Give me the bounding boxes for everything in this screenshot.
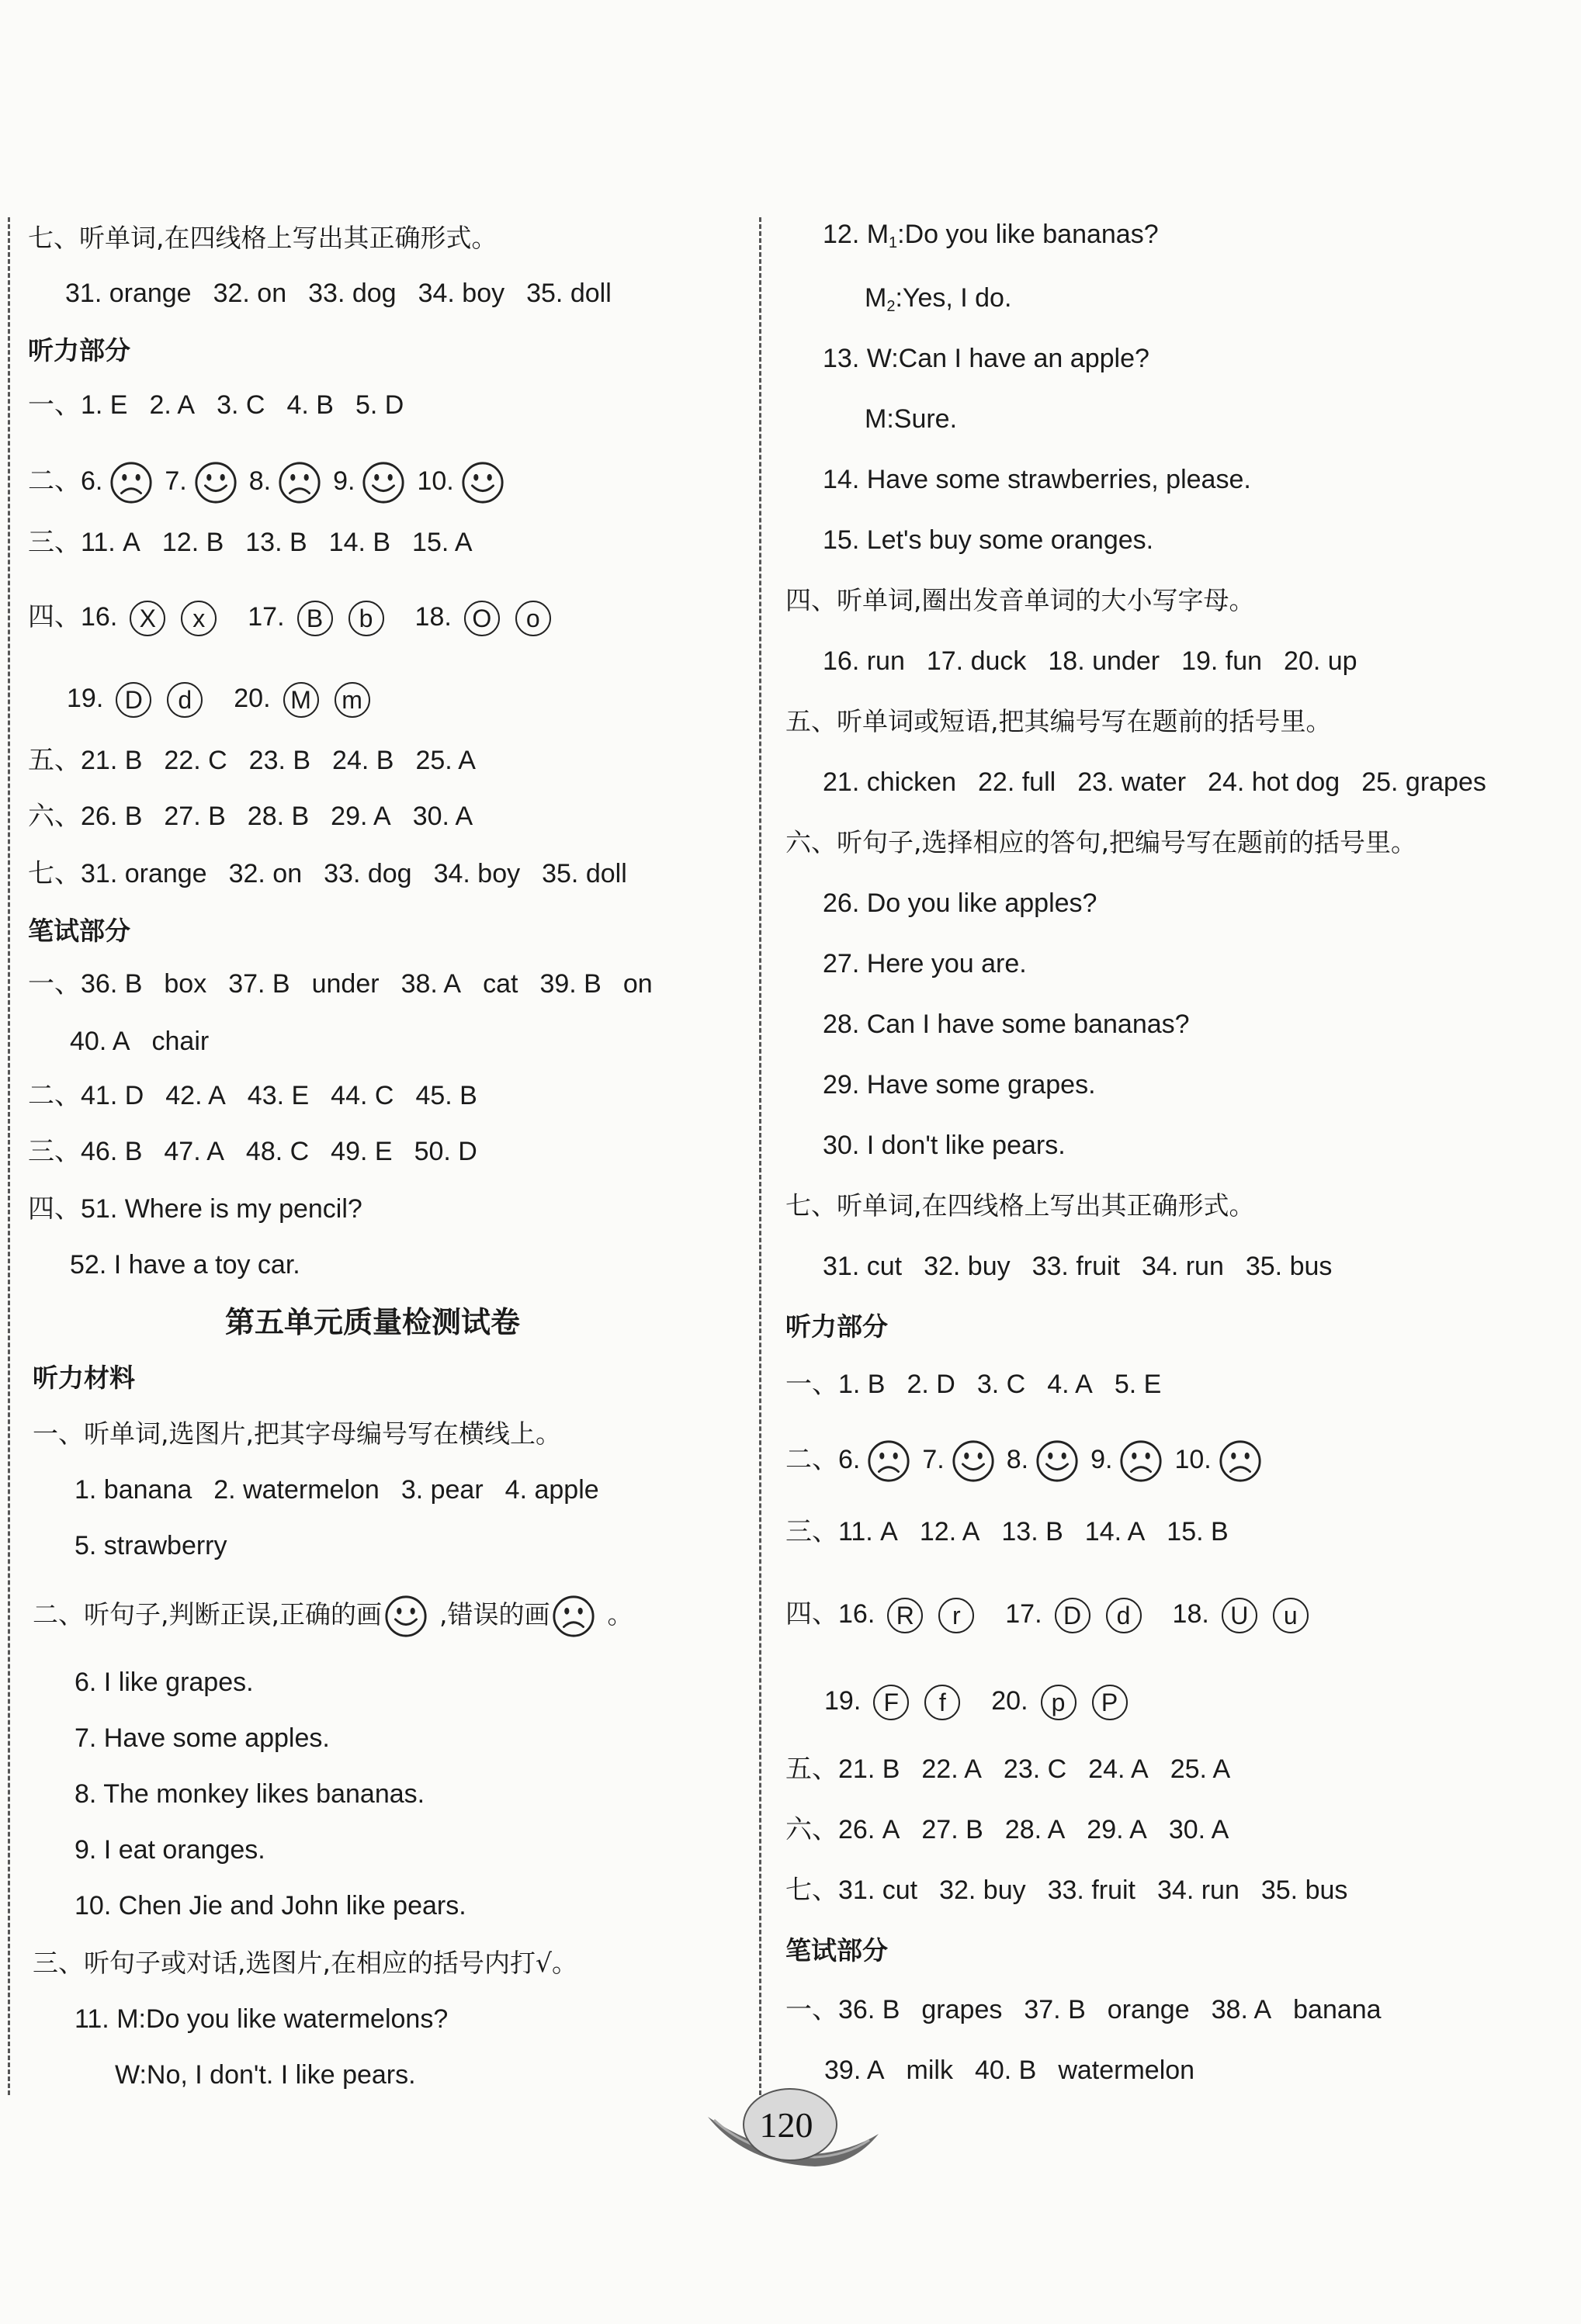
list-item: 38. A: [1211, 1995, 1272, 2024]
sad-face-icon: [109, 460, 154, 505]
list-item: 一、36. B: [28, 969, 143, 999]
list-item: 35. bus: [1260, 1875, 1348, 1905]
list-item: 20. up: [1284, 646, 1357, 676]
list-item: 28. B: [247, 802, 310, 831]
right-line-17: 七、听单词,在四线格上写出其正确形式。: [785, 1190, 1255, 1221]
sad-face-icon: [1118, 1439, 1163, 1484]
list-item: watermelon: [1058, 2056, 1195, 2085]
list-item: 39. A: [824, 2056, 885, 2085]
right-line-13: 27. Here you are.: [823, 949, 1027, 978]
list-item: 35. bus: [1245, 1252, 1333, 1281]
list-item: 一、1. E: [28, 390, 128, 420]
circled-letter: o: [515, 601, 551, 636]
list-item: box: [164, 969, 207, 999]
left-line-2: [65, 275, 633, 312]
list-item: under: [311, 969, 380, 999]
list-item: 25. grapes: [1361, 767, 1486, 797]
left-line-6: [28, 524, 494, 561]
circled-letter: u: [1273, 1598, 1309, 1633]
list-item: 5. D: [355, 390, 404, 420]
right-line-2: [865, 279, 1011, 317]
sad-face-icon: [1218, 1439, 1263, 1484]
list-item: 37. B: [1024, 1995, 1086, 2024]
list-item: 15. A: [412, 528, 473, 557]
circled-letter: d: [1106, 1598, 1142, 1633]
left-line-31: 11. M:Do you like watermelons?: [75, 2004, 449, 2034]
list-item: 32. on: [213, 279, 287, 308]
right-line-1: [823, 216, 1159, 253]
list-item: 35. doll: [542, 859, 627, 888]
happy-face-icon: [361, 460, 406, 505]
left-line-13: [28, 965, 674, 1003]
circled-letter: F: [873, 1685, 909, 1720]
list-item: 18. under: [1048, 646, 1160, 676]
list-item: 38. A: [400, 969, 462, 999]
list-item: 23. water: [1077, 767, 1187, 797]
subscript: 1: [889, 234, 898, 251]
list-item: cat: [483, 969, 518, 999]
right-line-29: [785, 1991, 1403, 2028]
right-line-6: 15. Let's buy some oranges.: [823, 525, 1154, 555]
question-number: 9.: [1090, 1445, 1113, 1474]
right-line-26: [785, 1811, 1250, 1848]
list-item: 47. A: [164, 1137, 224, 1166]
right-line-27: [785, 1872, 1369, 1909]
list-item: 22. C: [164, 746, 227, 775]
right-line-16: 30. I don't like pears.: [823, 1131, 1066, 1160]
right-line-9: 五、听单词或短语,把其编号写在题前的括号里。: [785, 706, 1332, 736]
happy-face-icon: [1035, 1439, 1080, 1484]
list-item: 33. dog: [308, 279, 397, 308]
list-item: 2. watermelon: [213, 1475, 380, 1505]
list-item: 13. B: [1001, 1517, 1063, 1546]
right-line-10: [823, 764, 1508, 801]
question-number: 17.: [1005, 1599, 1042, 1629]
circled-letter: p: [1041, 1685, 1077, 1720]
left-line-1: 七、听单词,在四线格上写出其正确形式。: [28, 223, 498, 253]
right-line-11: 六、听句子,选择相应的答句,把编号写在题前的括号里。: [785, 827, 1416, 857]
circled-letter: R: [887, 1598, 923, 1633]
left-letters-row-2: [67, 675, 401, 722]
question-number: 6.: [81, 466, 103, 496]
list-item: 三、11. A: [785, 1517, 898, 1546]
question-number: 18.: [414, 602, 452, 632]
left-line-9: [28, 742, 498, 779]
left-line-18: 52. I have a toy car.: [70, 1250, 300, 1280]
list-item: 33. dog: [324, 859, 412, 888]
list-item: 45. B: [415, 1081, 477, 1110]
circled-letter: x: [181, 601, 217, 636]
list-item: 21. chicken: [823, 767, 956, 797]
list-item: 12. A: [919, 1517, 980, 1546]
left-line-25: 6. I like grapes.: [75, 1668, 254, 1697]
right-line-7: 四、听单词,圈出发音单词的大小写字母。: [785, 585, 1255, 615]
list-item: 24. A: [1088, 1754, 1149, 1784]
list-item: 14. A: [1084, 1517, 1146, 1546]
list-item: 23. C: [1003, 1754, 1067, 1784]
question-number: 7.: [165, 466, 187, 496]
text: 12. M: [823, 220, 889, 249]
list-item: chair: [151, 1027, 210, 1056]
list-item: milk: [906, 2056, 953, 2085]
list-item: 23. B: [248, 746, 311, 775]
left-line-30: 三、听句子或对话,选图片,在相应的括号内打√。: [33, 1948, 578, 1978]
circled-letter: P: [1092, 1685, 1128, 1720]
section-heading: 听力材料: [33, 1363, 135, 1393]
circled-letter: X: [130, 601, 165, 636]
list-item: 39. B: [539, 969, 602, 999]
list-item: 24. B: [332, 746, 394, 775]
list-item: 一、36. B: [785, 1995, 900, 2024]
left-line-27: 8. The monkey likes bananas.: [75, 1779, 425, 1809]
left-line-21: 一、听单词,选图片,把其字母编号写在横线上。: [33, 1418, 561, 1449]
list-item: orange: [1107, 1995, 1190, 2024]
section-heading: 听力部分: [28, 335, 130, 365]
right-letters-row-2: [824, 1678, 1159, 1724]
question-number: 19.: [67, 684, 104, 713]
list-item: 31. orange: [65, 279, 192, 308]
question-number: 19.: [824, 1686, 862, 1716]
list-item: 4. A: [1047, 1370, 1093, 1399]
right-line-14: 28. Can I have some bananas?: [823, 1010, 1190, 1039]
list-item: 30. A: [1168, 1815, 1229, 1844]
unit-title: 第五单元质量检测试卷: [225, 1305, 521, 1339]
circled-letter: r: [938, 1598, 974, 1633]
list-item: 29. A: [1087, 1815, 1147, 1844]
happy-face-icon: [193, 460, 238, 505]
left-line-11: [28, 855, 649, 892]
right-line-15: 29. Have some grapes.: [823, 1070, 1096, 1100]
list-item: 22. A: [921, 1754, 982, 1784]
list-item: 37. B: [228, 969, 290, 999]
happy-face-icon: [951, 1439, 996, 1484]
list-item: 2. D: [907, 1370, 955, 1399]
left-line-26: 7. Have some apples.: [75, 1723, 330, 1753]
left-line-29: 10. Chen Jie and John like pears.: [75, 1891, 466, 1921]
right-line-22: [785, 1513, 1250, 1550]
happy-face-icon: [460, 460, 505, 505]
prompt-part-b: ,错误的画: [439, 1599, 550, 1630]
list-item: 42. A: [165, 1081, 226, 1110]
list-item: 22. full: [978, 767, 1056, 797]
list-item: 5. E: [1114, 1370, 1162, 1399]
circled-letter: b: [348, 601, 384, 636]
left-faces-row: [28, 454, 516, 508]
circled-letter: m: [335, 682, 370, 718]
prompt-part-a: 二、听句子,判断正误,正确的画: [33, 1599, 382, 1630]
list-item: 七、31. orange: [28, 859, 207, 888]
list-item: 43. E: [247, 1081, 310, 1110]
text: M: [865, 283, 887, 313]
right-line-8: [823, 642, 1379, 680]
list-item: 49. E: [331, 1137, 393, 1166]
sad-face-icon: [866, 1439, 911, 1484]
right-line-4: M:Sure.: [865, 404, 958, 434]
left-line-16: [28, 1133, 499, 1170]
question-number: 10.: [1174, 1445, 1212, 1474]
list-item: 24. hot dog: [1208, 767, 1340, 797]
list-item: 33. fruit: [1031, 1252, 1120, 1281]
page-number: 120: [759, 2105, 813, 2145]
list-item: 50. D: [414, 1137, 477, 1166]
list-item: 19. fun: [1181, 646, 1263, 676]
left-line-32: W:No, I don't. I like pears.: [115, 2060, 416, 2090]
row-prefix: 二、: [785, 1445, 838, 1474]
question-number: 6.: [838, 1445, 861, 1474]
row-prefix: 二、: [28, 466, 81, 496]
list-item: 30. A: [412, 802, 473, 831]
left-line-4: [28, 386, 425, 424]
list-item: 五、21. B: [785, 1754, 900, 1784]
text: :Do you like bananas?: [897, 220, 1159, 249]
question-number: 20.: [991, 1686, 1028, 1716]
section-heading: 听力部分: [785, 1311, 888, 1342]
list-item: 29. A: [331, 802, 391, 831]
left-line-10: [28, 798, 494, 835]
sad-face-icon: [551, 1594, 596, 1639]
question-number: 16.: [838, 1599, 875, 1629]
section-heading: 笔试部分: [28, 916, 130, 946]
question-number: 18.: [1172, 1599, 1209, 1629]
list-item: 4. apple: [504, 1475, 599, 1505]
list-item: 4. B: [286, 390, 334, 420]
left-line-15: [28, 1077, 499, 1114]
list-item: 32. buy: [924, 1252, 1011, 1281]
list-item: grapes: [921, 1995, 1003, 2024]
list-item: 五、21. B: [28, 746, 143, 775]
circled-letter: D: [1055, 1598, 1090, 1633]
question-number: 10.: [417, 466, 454, 496]
row-prefix: 四、: [785, 1599, 838, 1629]
right-letters-row-1: [785, 1591, 1340, 1637]
circled-letter: U: [1222, 1598, 1257, 1633]
list-item: 40. B: [974, 2056, 1037, 2085]
list-item: 48. C: [245, 1137, 310, 1166]
section-heading: 笔试部分: [785, 1935, 888, 1966]
circled-letter: M: [283, 682, 319, 718]
list-item: 27. B: [164, 802, 226, 831]
list-item: 27. B: [921, 1815, 983, 1844]
question-number: 9.: [333, 466, 355, 496]
list-item: 31. cut: [823, 1252, 903, 1281]
list-item: on: [622, 969, 653, 999]
left-line-22: [75, 1471, 621, 1508]
text: :Yes, I do.: [895, 283, 1012, 313]
list-item: 3. C: [976, 1370, 1026, 1399]
list-item: 34. run: [1157, 1875, 1239, 1905]
list-item: 28. A: [1004, 1815, 1066, 1844]
left-letters-row-1: [28, 594, 582, 640]
row-prefix: 四、: [28, 602, 81, 632]
list-item: 25. A: [1170, 1754, 1231, 1784]
list-item: 34. run: [1142, 1252, 1224, 1281]
question-number: 20.: [234, 684, 271, 713]
list-item: 32. buy: [939, 1875, 1026, 1905]
right-line-5: 14. Have some strawberries, please.: [823, 465, 1251, 494]
left-line-14: [70, 1023, 231, 1060]
list-item: 3. C: [217, 390, 265, 420]
list-item: 17. duck: [926, 646, 1027, 676]
list-item: 40. A: [70, 1027, 130, 1056]
list-item: 34. boy: [433, 859, 521, 888]
list-item: 25. A: [415, 746, 476, 775]
list-item: 14. B: [328, 528, 391, 557]
happy-face-icon: [383, 1594, 428, 1639]
circled-letter: B: [297, 601, 333, 636]
list-item: 16. run: [823, 646, 905, 676]
left-line-24: [33, 1588, 633, 1642]
list-item: 13. B: [245, 528, 307, 557]
left-line-23: 5. strawberry: [75, 1531, 227, 1560]
right-line-25: [785, 1751, 1252, 1788]
list-item: 二、41. D: [28, 1081, 144, 1110]
list-item: 12. B: [161, 528, 224, 557]
question-number: 7.: [922, 1445, 945, 1474]
circled-letter: d: [167, 682, 203, 718]
left-margin-line: [8, 217, 10, 2095]
question-number: 17.: [248, 602, 285, 632]
list-item: 33. fruit: [1047, 1875, 1135, 1905]
list-item: 2. A: [149, 390, 196, 420]
list-item: 32. on: [228, 859, 303, 888]
circled-letter: D: [116, 682, 151, 718]
circled-letter: f: [924, 1685, 960, 1720]
list-item: 34. boy: [418, 279, 505, 308]
list-item: 三、46. B: [28, 1137, 143, 1166]
list-item: 一、1. B: [785, 1370, 886, 1399]
left-line-28: 9. I eat oranges.: [75, 1835, 265, 1865]
list-item: 六、26. A: [785, 1815, 900, 1844]
list-item: 七、31. cut: [785, 1875, 918, 1905]
question-number: 8.: [1006, 1445, 1029, 1474]
list-item: 15. B: [1167, 1517, 1229, 1546]
left-line-17: 四、51. Where is my pencil?: [28, 1194, 362, 1224]
column-divider: [759, 217, 761, 2095]
right-line-12: 26. Do you like apples?: [823, 888, 1097, 918]
list-item: banana: [1293, 1995, 1382, 2024]
sad-face-icon: [277, 460, 322, 505]
list-item: 44. C: [331, 1081, 394, 1110]
list-item: 六、26. B: [28, 802, 143, 831]
right-line-3: 13. W:Can I have an apple?: [823, 344, 1149, 373]
list-item: 35. doll: [526, 279, 612, 308]
question-number: 8.: [248, 466, 272, 496]
right-line-20: [785, 1366, 1183, 1403]
list-item: 三、11. A: [28, 528, 140, 557]
right-faces-row: [785, 1432, 1274, 1487]
question-number: 16.: [81, 602, 118, 632]
right-line-18: [823, 1248, 1354, 1285]
circled-letter: O: [464, 601, 500, 636]
subscript: 2: [886, 298, 896, 315]
prompt-part-c: 。: [607, 1599, 633, 1630]
list-item: 3. pear: [400, 1475, 484, 1505]
list-item: 1. banana: [75, 1475, 192, 1505]
